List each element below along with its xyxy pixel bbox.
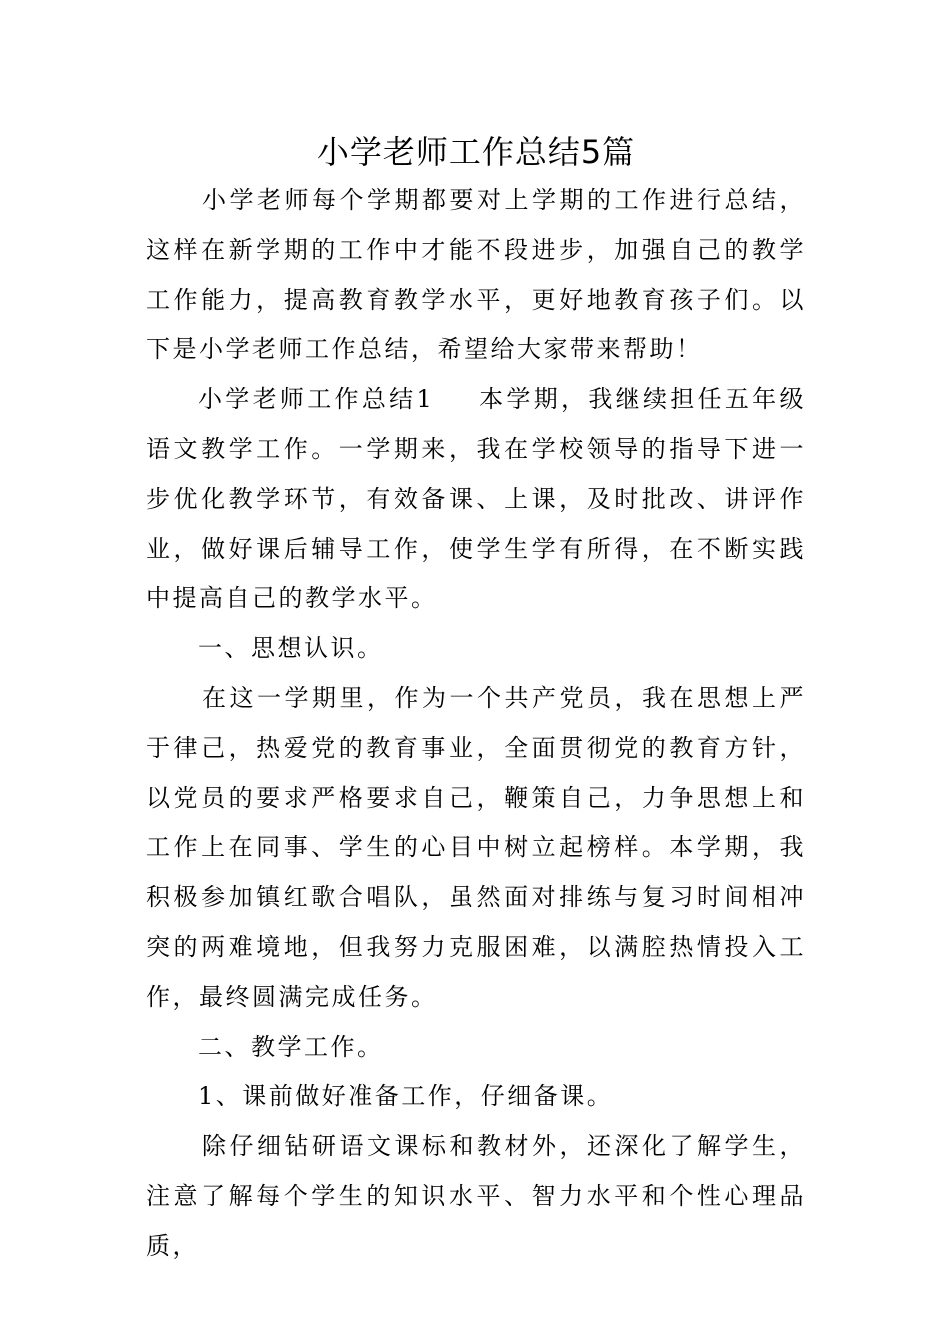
heading-thought: 一、思想认识。 (198, 634, 384, 663)
document-title: 小学老师工作总结5篇 (316, 133, 636, 171)
teaching-paragraph: 除仔细钻研语文课标和教材外，还深化了解学生，注意了解每个学生的知识水平、智力水平和个性心理品质， (146, 1132, 806, 1260)
intro-paragraph: 小学老师每个学期都要对上学期的工作进行总结，这样在新学期的工作中才能不段进步，加强自己的教学工作能力，提高教育教学水平，更好地教育孩子们。以下是小学老师工作总结，希望给大家带来帮助！ (146, 186, 806, 364)
teaching-item-1: 1、课前做好准备工作，仔细备课。 (198, 1082, 614, 1111)
thought-paragraph: 在这一学期里，作为一个共产党员，我在思想上严于律己，热爱党的教育事业，全面贯彻党的教育方针，以党员的要求严格要求自己，鞭策自己，力争思想上和工作上在同事、学生的心目中树立起榜样。本学期，我积极参加镇红歌合唱队，虽然面对排练与复习时间相冲突的两难境地，但我努力克服困难，以满腔热情投入工作，最终圆满完成任务。 (146, 683, 806, 1011)
section-1-label: 小学老师工作总结1 (198, 385, 435, 414)
document-page (146, 0, 806, 1272)
section-1-text: 本学期，我继续担任五年级语文教学工作。一学期来，我在学校领导的指导下进一步优化教学环节，有效备课、上课，及时批改、讲评作业，做好课后辅导工作，使学生学有所得，在不断实践中提高自己的教学水平。 (146, 385, 806, 613)
section-1-paragraph (146, 375, 806, 624)
heading-teaching: 二、教学工作。 (198, 1032, 384, 1061)
